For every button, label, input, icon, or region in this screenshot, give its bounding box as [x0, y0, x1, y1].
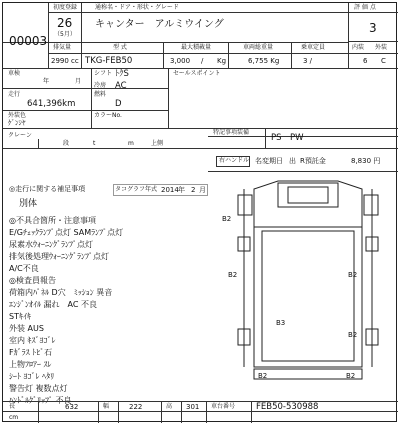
mileage-supplement-header: ◎走行に関する補足事項	[9, 185, 86, 193]
note-line: 外装 AUS	[9, 324, 44, 333]
note-line: 室内 ｷｽﾞﾖｺﾞﾚ	[9, 336, 56, 345]
registration-year: 26	[57, 16, 73, 30]
frame-number: FEB50-530988	[256, 402, 319, 412]
right-handle-label: 右ハンドル	[219, 157, 250, 164]
note-line: ﾊﾝﾄﾞﾙｸﾞﾘｯﾌﾟ 不良	[9, 396, 72, 405]
interior-label: 内装	[352, 44, 365, 51]
displacement: 2990 cc	[51, 57, 79, 65]
max-load-unit: Kg	[217, 57, 227, 65]
model-name: キャンター アルミウイング	[95, 19, 224, 30]
name-grade-label: 通称名・ドア・形状・グレード	[95, 4, 179, 11]
note-line: 荷箱内ﾊﾟﾈﾙ D穴 ﾐｯｼｮﾝ 異音	[9, 288, 113, 297]
tachograph-month-unit: 月	[199, 186, 206, 194]
model-code: TKG-FEB50	[85, 56, 133, 66]
tachograph-year: 2014	[161, 186, 179, 194]
exterior-color: ｹﾞﾝｼﾔ	[8, 119, 26, 127]
note-line: ◎不具合箇所・注意事項	[9, 216, 96, 225]
max-load-separator: /	[201, 57, 204, 65]
damage-diagram	[218, 179, 396, 387]
frame-number-label: 車台番号	[211, 403, 236, 410]
crane-meter: m	[128, 140, 134, 147]
mileage-label: 走行	[8, 91, 21, 98]
score: 3	[369, 21, 377, 35]
inspection-label: 車検	[8, 70, 21, 77]
tachograph-month: 2	[191, 186, 196, 194]
max-load-label: 最大積載量	[181, 44, 212, 51]
width: 222	[129, 403, 143, 411]
score-label: 評 価 点	[354, 4, 376, 11]
height-label: 高	[166, 403, 173, 410]
damage-mark: B2	[348, 271, 358, 279]
note-line: STｷｲｷ	[9, 312, 31, 321]
crane-label: クレーン	[8, 132, 32, 139]
damage-mark: B2	[348, 331, 358, 339]
length-unit: cm	[9, 414, 19, 421]
note-line: ｴﾝｼﾞﾝｵｲﾙ 漏れ AC 不良	[9, 300, 98, 309]
lot-number: 00003	[9, 34, 48, 48]
damage-mark: B2	[346, 372, 356, 380]
note-line: 上物ﾌﾛｱｰ ｽﾚ	[9, 360, 52, 369]
exterior-color-label: 外装色	[8, 112, 27, 119]
crane-ton: t	[93, 140, 96, 147]
length: 632	[65, 403, 79, 411]
mileage: 641,396km	[27, 99, 76, 109]
registration-month: （5月）	[54, 31, 76, 38]
displacement-label: 排気量	[53, 44, 72, 51]
damage-mark: B3	[276, 319, 286, 327]
recycle-value: 8,830 円	[351, 157, 381, 165]
inspection-year-unit: 年	[43, 78, 50, 85]
tachograph-label: タコグラフ年式	[115, 186, 158, 193]
capacity: 3 /	[303, 57, 313, 65]
doors: 6	[363, 57, 368, 65]
recycle-label: R預託金	[300, 157, 326, 165]
note-line: 尿素水ｳｫｰﾆﾝｸﾞﾗﾝﾌﾟ点灯	[9, 240, 93, 249]
shift: ﾄｸS	[115, 69, 129, 79]
gross-weight-label: 車両総重量	[243, 44, 274, 51]
note-line: 排気後処理ｳｫｰﾆﾝｸﾞﾗﾝﾌﾟ点灯	[9, 252, 109, 261]
note-line: Fｶﾞﾗｽ ﾄﾋﾞ石	[9, 348, 53, 357]
cargo-floor	[262, 231, 354, 361]
damage-mark: B2	[228, 271, 238, 279]
note-line: ◎検査員報告	[9, 276, 56, 285]
crane-stage: 段	[63, 140, 70, 147]
inspection-month-unit: 月	[75, 78, 82, 85]
first-registration-label: 初度登録	[53, 4, 78, 11]
model-label: 型 式	[113, 44, 127, 51]
note-line: 警告灯 複数点灯	[9, 384, 68, 393]
fuel: D	[115, 99, 122, 109]
fuel-label: 燃料	[94, 91, 107, 98]
width-label: 幅	[103, 403, 110, 410]
crane-outrigger: 上側	[151, 140, 164, 147]
gross-weight: 6,755 Kg	[248, 57, 280, 65]
left-mirror	[238, 195, 252, 215]
ac-label: 冷房	[94, 82, 107, 89]
equipment-label: 特記事項装備	[213, 129, 250, 136]
auction-sheet	[2, 2, 397, 422]
note-line: ｼｰﾄ ﾖｺﾞﾚ ﾍﾀﾘ	[9, 372, 55, 381]
max-load: 3,000	[170, 57, 191, 65]
selling-points-label: セールスポイント	[173, 70, 221, 77]
damage-mark: B2	[258, 372, 268, 380]
interior-exterior-grade: C	[381, 57, 386, 65]
length-label: 長	[9, 403, 16, 410]
cab-outline	[254, 181, 362, 227]
mileage-supplement-value: 別体	[19, 199, 38, 209]
shift-label: シフト	[94, 70, 113, 77]
ac: AC	[115, 81, 127, 91]
equipment-items: PS PW	[271, 133, 304, 143]
capacity-label: 乗車定員	[301, 44, 326, 51]
cargo-body	[254, 227, 362, 367]
right-mirror	[364, 195, 378, 215]
cab-roof	[288, 187, 328, 203]
height: 301	[186, 403, 200, 411]
transfer-value: 出	[289, 157, 296, 165]
note-line: E/Gﾁｪｯｸﾗﾝﾌﾟ点灯 SAMﾗﾝﾌﾟ点灯	[9, 228, 124, 237]
note-line: A/C不良	[9, 264, 39, 273]
tachograph-year-unit: 年	[178, 186, 185, 194]
transfer-label: 名変期日	[255, 157, 283, 165]
damage-mark: B2	[222, 215, 232, 223]
color-number-label: カラーNo.	[94, 112, 122, 119]
exterior-label: 外装	[375, 44, 388, 51]
